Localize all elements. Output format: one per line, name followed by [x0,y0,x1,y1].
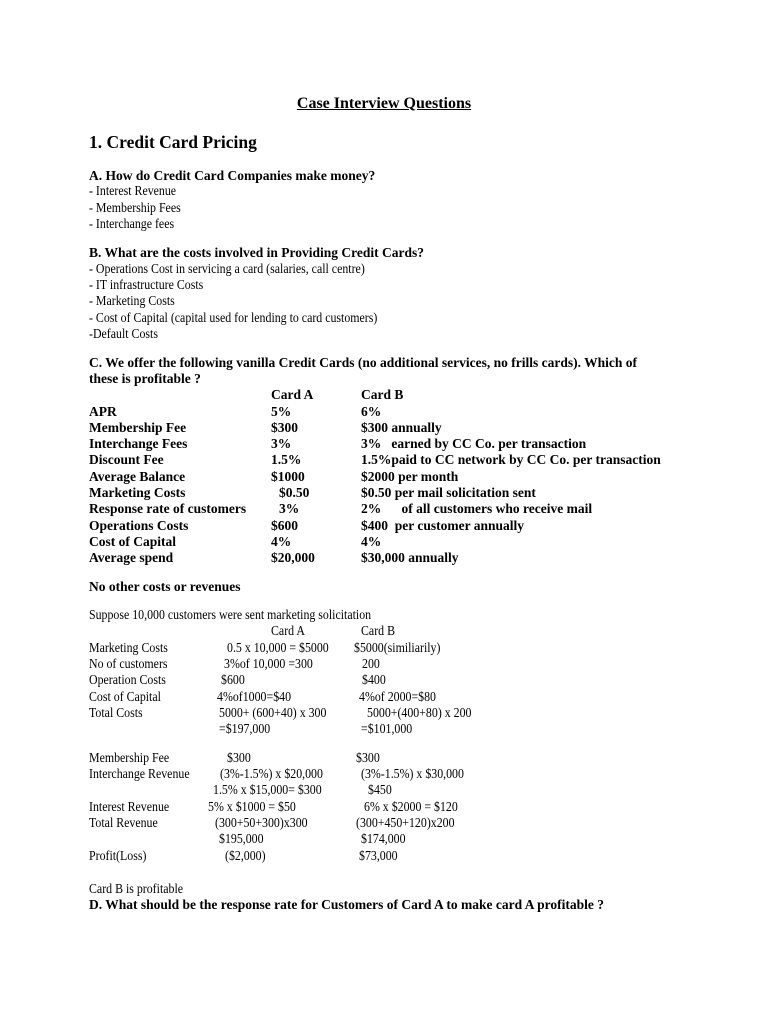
table-row [0,848,768,864]
card-a-value: 1.5% x $15,000= $300 [213,782,322,797]
table-row [0,672,768,688]
list-item: -Default Costs [89,326,158,341]
row-label: Average Balance [89,469,186,484]
list-item: - Membership Fees [89,200,181,215]
table-row [0,550,768,566]
card-a-value: 5000+ (600+40) x 300 [219,705,327,720]
card-b-value: 200 [362,656,380,671]
table-row [0,404,768,420]
question-b-heading: B. What are the costs involved in Providing Credit Cards? [89,245,425,260]
card-b-value: $2000 per month [361,469,459,484]
table-row [0,420,768,436]
card-a-value: 4% [271,534,292,549]
table-row [0,534,768,550]
card-a-value: $1000 [271,469,305,484]
table-row [0,750,768,766]
question-c-heading-line2: these is profitable ? [89,371,201,386]
table-row [0,640,768,656]
table-row [0,721,768,737]
card-b-value: $300 [356,750,380,765]
table-row [0,799,768,815]
question-d-heading: D. What should be the response rate for Customers of Card A to make card A profitable ? [89,897,604,912]
card-b-value: 5000+(400+80) x 200 [367,705,472,720]
row-label: Interest Revenue [89,799,170,814]
card-a-value: 3% [271,436,292,451]
card-a-value: $0.50 [279,485,310,500]
row-label: Interchange Revenue [89,766,190,781]
card-a-value: $20,000 [271,550,315,565]
card-a-value: 3% [279,501,300,516]
list-item: - Interchange fees [89,216,175,231]
table-row [0,485,768,501]
row-label: Discount Fee [89,452,164,467]
table-row [0,452,768,468]
row-label: Interchange Fees [89,436,188,451]
row-label: Marketing Costs [89,640,168,655]
table-row [0,518,768,534]
row-label: Cost of Capital [89,534,176,549]
card-b-value: $450 [368,782,392,797]
table-row [0,766,768,782]
card-b-value: $400 per customer annually [361,518,525,533]
card-b-value: 4%of 2000=$80 [359,689,436,704]
card-b-value: 1.5%paid to CC network by CC Co. per transaction [361,452,661,467]
list-item: - Marketing Costs [89,293,175,308]
card-a-value: ($2,000) [225,848,266,863]
list-item: - Interest Revenue [89,183,177,198]
row-label: Operations Costs [89,518,189,533]
card-b-value: $0.50 per mail solicitation sent [361,485,536,500]
card-a-value: $600 [221,672,245,687]
card-a-value: $300 [271,420,298,435]
calc-card-b-header: Card B [361,623,395,638]
conclusion-text: Card B is profitable [89,881,184,896]
card-b-value: (300+450+120)x200 [356,815,455,830]
table-row [0,831,768,847]
row-label: Cost of Capital [89,689,161,704]
card-a-value: $195,000 [219,831,264,846]
table-row [0,782,768,798]
card-b-value: $174,000 [361,831,406,846]
card-b-value: (3%-1.5%) x $30,000 [361,766,464,781]
card-a-value: $600 [271,518,298,533]
card-b-value: $300 annually [361,420,442,435]
list-item: - Operations Cost in servicing a card (salaries, call centre) [89,261,365,276]
card-b-value: 2% of all customers who receive mail [361,501,593,516]
card-b-value: $400 [362,672,386,687]
row-label: APR [89,404,117,419]
card-a-value: 1.5% [271,452,302,467]
card-a-value: 5% [271,404,292,419]
card-a-value: 0.5 x 10,000 = $5000 [227,640,329,655]
row-label: Total Revenue [89,815,158,830]
page-title: Case Interview Questions [296,95,472,112]
card-b-value: =$101,000 [361,721,413,736]
card-b-value: 6% x $2000 = $120 [364,799,458,814]
row-label: Profit(Loss) [89,848,147,863]
card-b-value: $30,000 annually [361,550,459,565]
section-heading: 1. Credit Card Pricing [89,132,257,152]
card-a-value: 3%of 10,000 =300 [224,656,313,671]
card-a-value: =$197,000 [219,721,271,736]
card-a-value: $300 [227,750,251,765]
table-row [0,436,768,452]
card-a-column-header: Card A [271,387,314,402]
row-label: Membership Fee [89,750,170,765]
card-b-column-header: Card B [361,387,404,402]
question-a-heading: A. How do Credit Card Companies make money? [89,168,376,183]
table-row [0,689,768,705]
row-label: Response rate of customers [89,501,247,516]
card-a-value: 4%of1000=$40 [217,689,292,704]
list-item: - IT infrastructure Costs [89,277,204,292]
no-other-costs-note: No other costs or revenues [89,579,241,594]
calculation-intro: Suppose 10,000 customers were sent marketing solicitation [89,607,372,622]
table-row [0,815,768,831]
card-b-value: 3% earned by CC Co. per transaction [361,436,587,451]
card-a-value: (300+50+300)x300 [215,815,308,830]
table-row [0,656,768,672]
question-c-heading-line1: C. We offer the following vanilla Credit Cards (no additional services, no frills cards). Which of [89,355,637,370]
table-row [0,501,768,517]
table-row [0,469,768,485]
row-label: Total Costs [89,705,143,720]
row-label: Membership Fee [89,420,187,435]
card-b-value: $5000(similiarily) [354,640,441,655]
table-row [0,705,768,721]
row-label: Operation Costs [89,672,166,687]
list-item: - Cost of Capital (capital used for lending to card customers) [89,310,378,325]
row-label: Average spend [89,550,174,565]
card-b-value: 4% [361,534,382,549]
row-label: No of customers [89,656,168,671]
card-b-value: $73,000 [359,848,398,863]
card-a-value: 5% x $1000 = $50 [208,799,296,814]
calc-card-a-header: Card A [271,623,305,638]
card-b-value: 6% [361,404,382,419]
card-a-value: (3%-1.5%) x $20,000 [220,766,323,781]
row-label: Marketing Costs [89,485,186,500]
